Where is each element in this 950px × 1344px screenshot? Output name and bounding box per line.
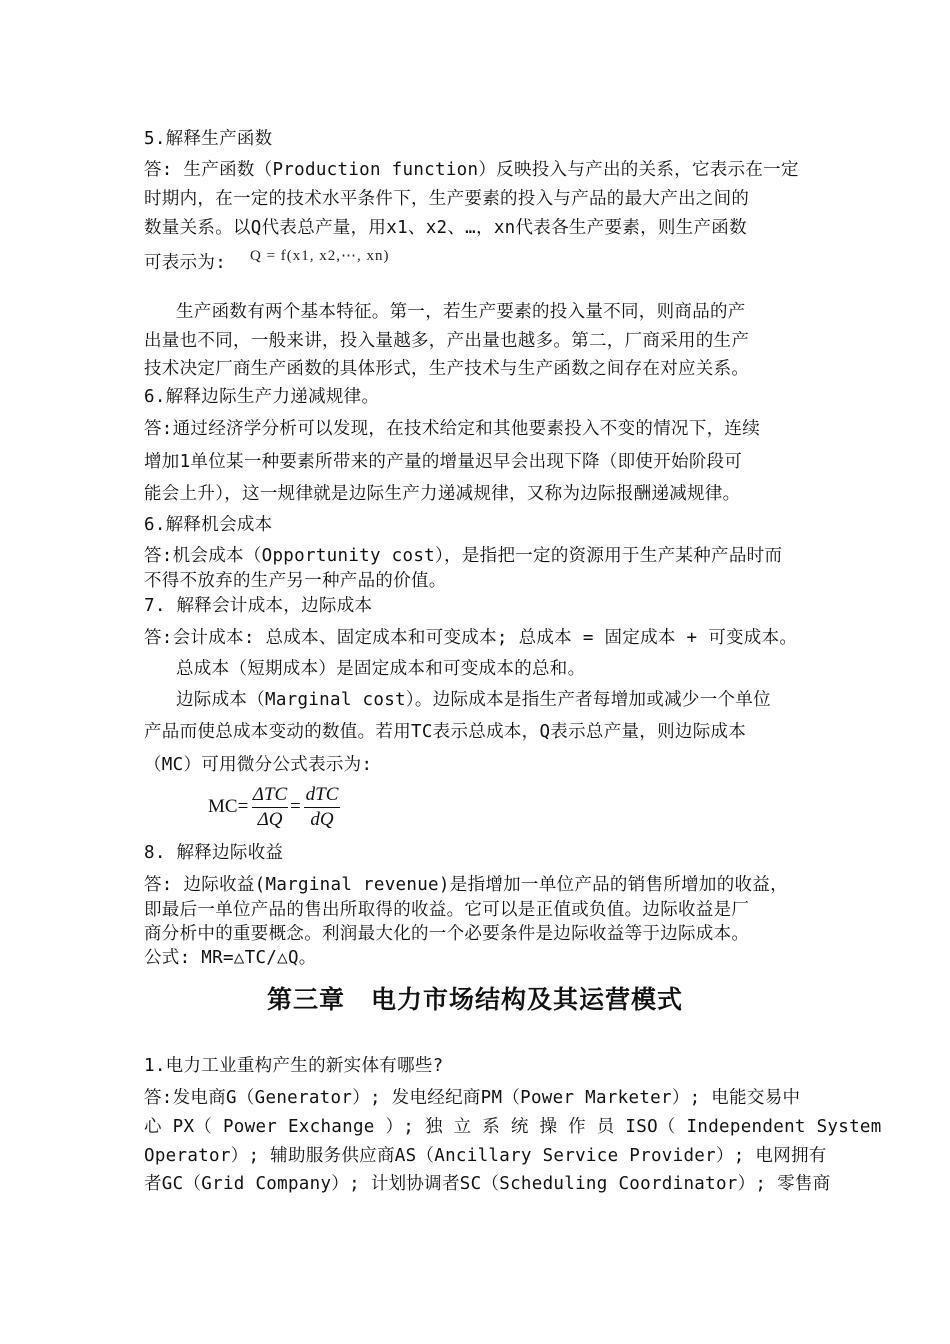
- fraction-derivative: [304, 784, 340, 831]
- fraction-delta-denominator: ΔQ: [257, 809, 283, 830]
- section-7-answer-line-1: 答:会计成本: 总成本、固定成本和可变成本; 总成本 = 固定成本 + 可变成本。: [144, 628, 798, 648]
- section-6a-title: 6.解释边际生产力递减规律。: [144, 387, 380, 407]
- section-7-answer-line-2: 总成本（短期成本）是固定成本和可变成本的总和。: [176, 659, 586, 679]
- section-5-answer-line-3: 数量关系。以Q代表总产量，用x1、x2、…，xn代表各生产要素，则生产函数: [144, 218, 747, 238]
- chapter-q1-answer-line-4: 者GC（Grid Company）; 计划协调者SC（Scheduling Coordinator）; 零售商: [144, 1174, 831, 1194]
- chapter-q1-answer-line-2: 心 PX（ Power Exchange ）; 独 立 系 统 操 作 员 ISO（ Independent System: [144, 1117, 882, 1137]
- section-6b-answer-line-1: 答:机会成本（Opportunity cost），是指把一定的资源用于生产某种产品时而: [144, 546, 783, 566]
- section-8-answer-line-4: 公式: MR=△TC/△Q。: [144, 948, 317, 968]
- section-7-answer-line-4: 产品而使总成本变动的数值。若用TC表示总成本，Q表示总产量，则边际成本: [144, 722, 747, 742]
- section-5-answer-line-1: 答: 生产函数（Production function）反映投入与产出的关系，它表示在一定: [144, 160, 799, 180]
- section-7-answer-line-5: （MC）可用微分公式表示为:: [144, 755, 373, 775]
- equals-sign: =: [290, 796, 301, 817]
- section-6a-answer-line-2: 增加1单位某一种要素所带来的产量的增量迟早会出现下降（即使开始阶段可: [144, 452, 743, 472]
- section-6b-title: 6.解释机会成本: [144, 515, 273, 535]
- section-6a-answer-line-1: 答:通过经济学分析可以发现，在技术给定和其他要素投入不变的情况下，连续: [144, 419, 761, 439]
- section-5-para2-line-2: 出量也不同，一般来讲，投入量越多，产出量也越多。第二，厂商采用的生产: [144, 331, 750, 351]
- section-6a-answer-line-3: 能会上升），这一规律就是边际生产力递减规律，又称为边际报酬递减规律。: [144, 484, 741, 504]
- fraction-derivative-denominator: dQ: [310, 809, 334, 830]
- fraction-bar: [252, 807, 288, 808]
- section-8-title: 8. 解释边际收益: [144, 843, 284, 863]
- fraction-delta: [252, 784, 288, 831]
- fraction-derivative-numerator: dTC: [305, 784, 339, 805]
- production-function-formula: Q = f(x1, x2,⋯, xn): [250, 248, 390, 264]
- section-7-answer-line-3: 边际成本（Marginal cost）。边际成本是指生产者每增加或减少一个单位: [176, 690, 771, 710]
- section-7-title: 7. 解释会计成本，边际成本: [144, 596, 373, 616]
- chapter-q1-title: 1.电力工业重构产生的新实体有哪些?: [144, 1056, 444, 1076]
- section-5-answer-line-4: 可表示为:: [144, 253, 227, 273]
- chapter-q1-answer-line-1: 答:发电商G（Generator）; 发电经纪商PM（Power Marketer）; 电能交易中: [144, 1088, 801, 1108]
- chapter-q1-answer-line-3: Operator）; 辅助服务供应商AS（Ancillary Service Provider）; 电网拥有: [144, 1146, 827, 1166]
- section-5-answer-line-2: 时期内，在一定的技术水平条件下，生产要素的投入与产品的最大产出之间的: [144, 189, 750, 209]
- section-8-answer-line-3: 商分析中的重要概念。利润最大化的一个必要条件是边际收益等于边际成本。: [144, 924, 750, 944]
- fraction-delta-numerator: ΔTC: [252, 784, 288, 805]
- section-5-para2-line-1: 生产函数有两个基本特征。第一，若生产要素的投入量不同，则商品的产: [176, 302, 746, 322]
- section-8-answer-line-2: 即最后一单位产品的售出所取得的收益。它可以是正值或负值。边际收益是厂: [144, 900, 750, 920]
- section-8-answer-line-1: 答: 边际收益(Marginal revenue)是指增加一单位产品的销售所增加的收益，: [144, 875, 788, 895]
- section-5-title: 5.解释生产函数: [144, 129, 273, 149]
- chapter-heading: 第三章 电力市场结构及其运营模式: [266, 985, 683, 1014]
- mc-label: MC=: [208, 796, 249, 817]
- section-5-para2-line-3: 技术决定厂商生产函数的具体形式，生产技术与生产函数之间存在对应关系。: [144, 359, 750, 379]
- fraction-bar: [304, 807, 340, 808]
- section-6b-answer-line-2: 不得不放弃的生产另一种产品的价值。: [144, 571, 447, 591]
